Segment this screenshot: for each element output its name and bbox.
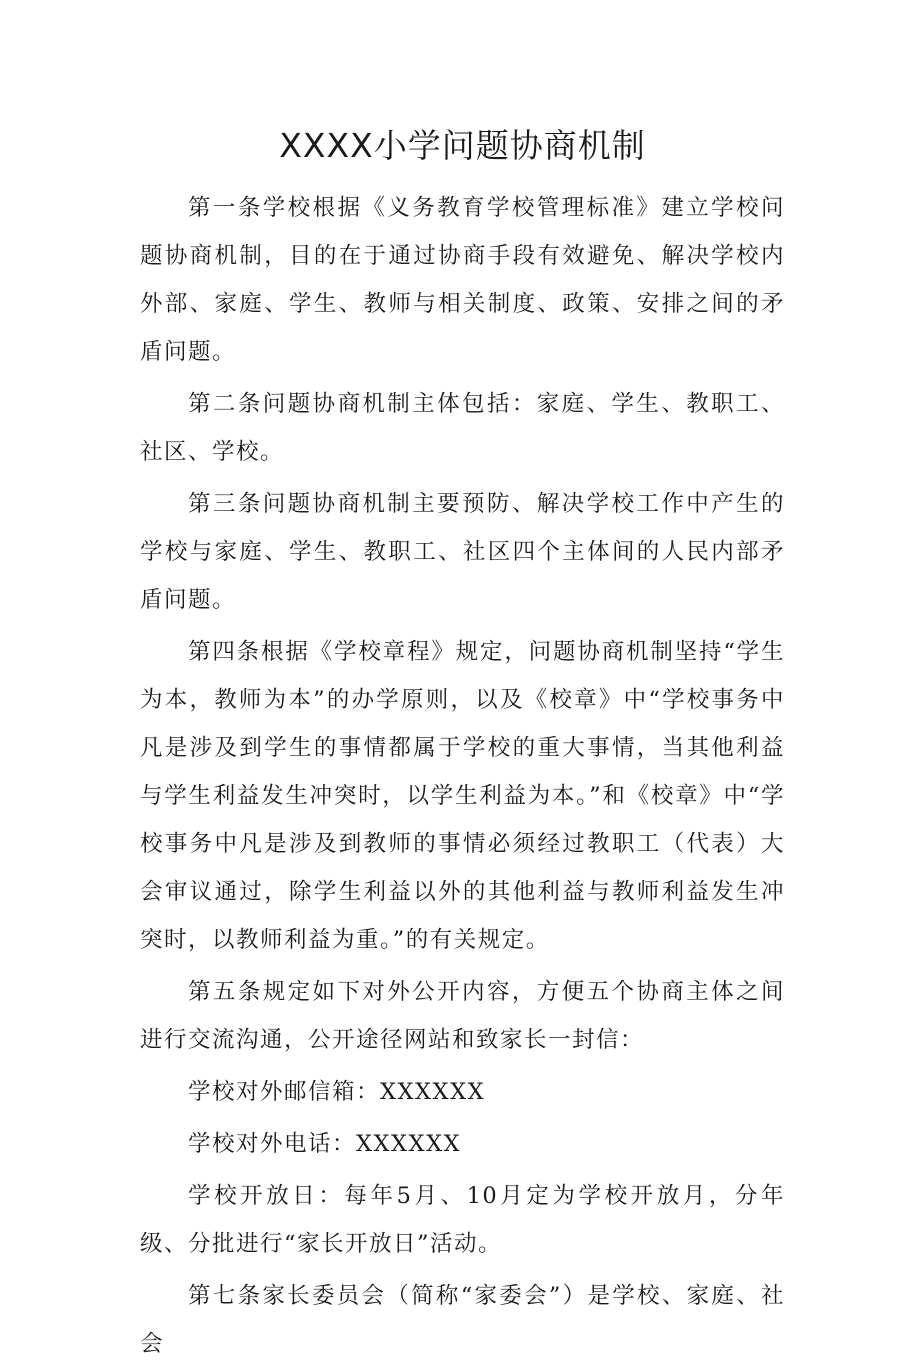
- article-4-paragraph: 第四条根据《学校章程》规定，问题协商机制坚持“学生为本，教师为本”的办学原则，以及《校章》中“学校事务中凡是涉及到学生的事情都属于学校的重大事情，当其他利益与学生利益发生冲突时，以学生利益为本。”和《校章》中“学校事务中凡是涉及到教师的事情必须经过教职工（代表）大会审议通过，除学生利益以外的其他利益与教师利益发生冲突时，以教师利益为重。”的有关规定。: [140, 639, 785, 953]
- article-1-paragraph: 第一条学校根据《义务教育学校管理标准》建立学校问题协商机制，目的在于通过协商手段有效避免、解决学校内外部、家庭、学生、教师与相关制度、政策、安排之间的矛盾问题。: [140, 195, 785, 365]
- document-title: XXXX小学问题协商机制: [279, 126, 646, 165]
- article-7-paragraph: 第七条家长委员会（简称“家委会”）是学校、家庭、社会: [140, 1283, 785, 1357]
- article-3-paragraph: 第三条问题协商机制主要预防、解决学校工作中产生的学校与家庭、学生、教职工、社区四个主体间的人民内部矛盾问题。: [140, 491, 785, 613]
- document-page: [140, 118, 785, 1372]
- article-5-paragraph: 第五条规定如下对外公开内容，方便五个协商主体之间进行交流沟通，公开途径网站和致家长一封信：: [140, 979, 785, 1053]
- school-mailbox-line: 学校对外邮信箱：XXXXXX: [188, 1079, 486, 1105]
- article-2-paragraph: 第二条问题协商机制主体包括：家庭、学生、教职工、社区、学校。: [140, 391, 785, 465]
- school-phone-line: 学校对外电话：XXXXXX: [188, 1131, 462, 1157]
- open-day-paragraph: 学校开放日：每年5月、10月定为学校开放月，分年级、分批进行“家长开放日”活动。: [140, 1183, 785, 1257]
